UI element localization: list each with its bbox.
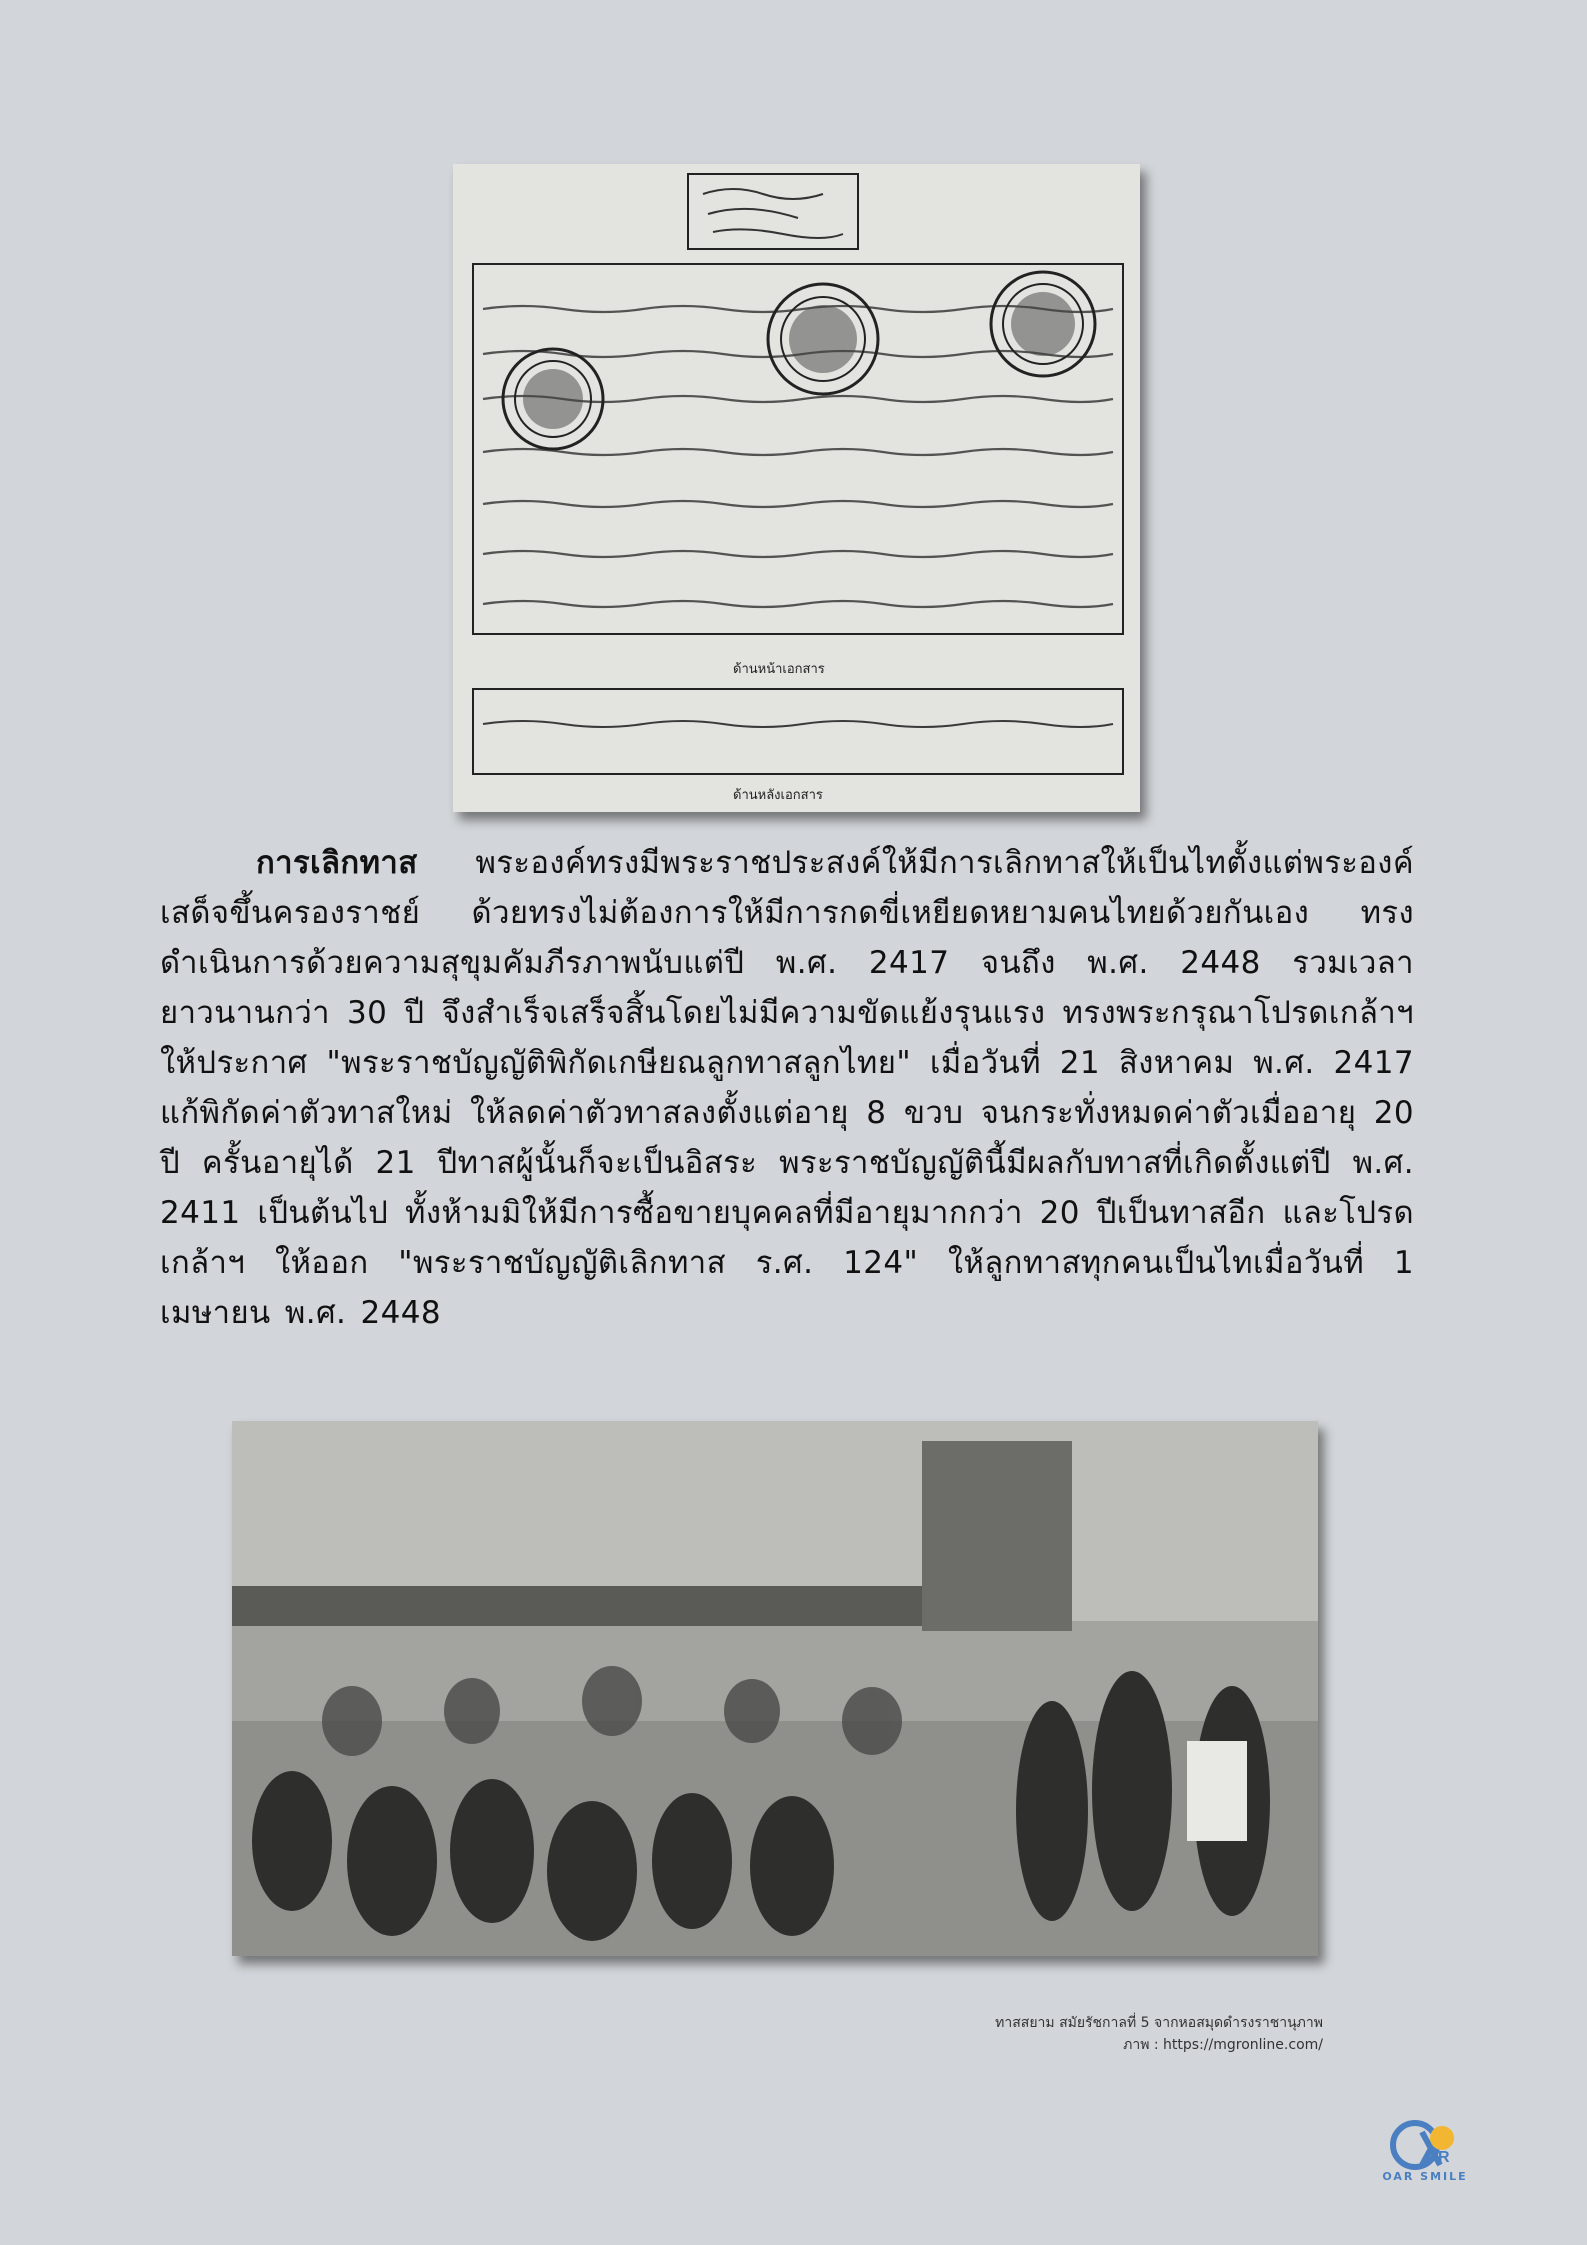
article-heading: การเลิกทาส bbox=[256, 845, 418, 881]
svg-text:R: R bbox=[1438, 2149, 1450, 2166]
photo-caption-line1: ทาสสยาม สมัยรัชกาลที่ 5 จากหอสมุดดำรงราชานุภาพ bbox=[995, 2015, 1323, 2031]
slave-document-image bbox=[453, 164, 1140, 812]
article-paragraph bbox=[160, 838, 1414, 1338]
document-illustration bbox=[453, 164, 1140, 812]
slaves-photo bbox=[232, 1421, 1318, 1956]
photo-caption bbox=[995, 2012, 1323, 2056]
photo-caption-source: ภาพ : https://mgronline.com/ bbox=[1123, 2037, 1323, 2053]
crowd-illustration bbox=[232, 1421, 1318, 1956]
article-body: พระองค์ทรงมีพระราชประสงค์ให้มีการเลิกทาสให้เป็นไทตั้งแต่พระองค์เสด็จขึ้นครองราชย์ ด้วยทรงไม่ต้องการให้มีการกดขี่เหยียดหยามคนไทยด้วยกันเอง ทรงดำเนินการด้วยความสุขุมคัมภีรภาพนับแต่ปี พ.ศ. 2417 จนถึง พ.ศ. 2448 รวมเวลายาวนานกว่า 30 ปี จึงสำเร็จเสร็จสิ้นโดยไม่มีความขัดแย้งรุนแรง ทรงพระกรุณาโปรดเกล้าฯ ให้ประกาศ "พระราชบัญญัติพิกัดเกษียณลูกทาสลูกไทย" เมื่อวันที่ 21 สิงหาคม พ.ศ. 2417 แก้พิกัดค่าตัวทาสใหม่ ให้ลดค่าตัวทาสลงตั้งแต่อายุ 8 ขวบ จนกระทั่งหมดค่าตัวเมื่ออายุ 20 ปี ครั้นอายุได้ 21 ปีทาสผู้นั้นก็จะเป็นอิสระ พระราชบัญญัตินี้มีผลกับทาสที่เกิดตั้งแต่ปี พ.ศ. 2411 เป็นต้นไป ทั้งห้ามมิให้มีการซื้อขายบุคคลที่มีอายุมากกว่า 20 ปีเป็นทาสอีก และโปรดเกล้าฯ ให้ออก "พระราชบัญญัติเลิกทาส ร.ศ. 124" ให้ลูกทาสทุกคนเป็นไทเมื่อวันที่ 1 เมษายน พ.ศ. 2448 bbox=[160, 845, 1414, 1331]
front-caption: ด้านหน้าเอกสาร bbox=[733, 662, 825, 677]
back-caption: ด้านหลังเอกสาร bbox=[733, 788, 823, 803]
logo-text: OAR SMILE bbox=[1382, 2170, 1468, 2183]
